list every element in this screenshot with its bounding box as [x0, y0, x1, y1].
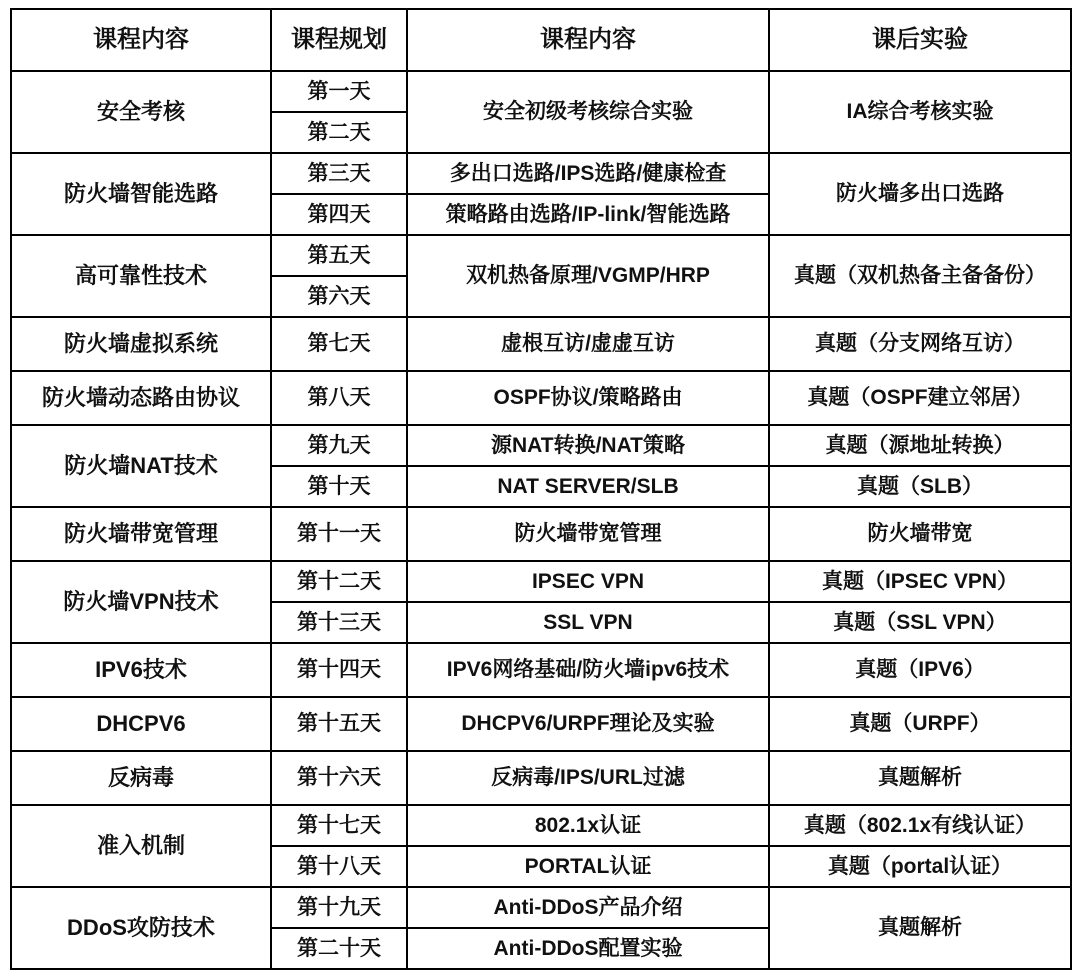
cell-course-day: 第十一天	[271, 507, 407, 561]
cell-course-day: 第十五天	[271, 697, 407, 751]
cell-course-day: 第八天	[271, 371, 407, 425]
table-row	[11, 153, 1071, 194]
table-row	[11, 805, 1071, 846]
table-row	[11, 751, 1071, 805]
cell-course-topic: 防火墙虚拟系统	[11, 317, 271, 371]
cell-course-day: 第七天	[271, 317, 407, 371]
cell-course-lab: 真题（IPV6）	[769, 643, 1071, 697]
table-row	[11, 317, 1071, 371]
cell-course-content: Anti-DDoS配置实验	[407, 928, 769, 969]
cell-course-content: OSPF协议/策略路由	[407, 371, 769, 425]
cell-course-topic: 防火墙NAT技术	[11, 425, 271, 507]
cell-course-content: 虚根互访/虚虚互访	[407, 317, 769, 371]
cell-course-topic: 高可靠性技术	[11, 235, 271, 317]
cell-course-lab: 防火墙带宽	[769, 507, 1071, 561]
cell-course-day: 第九天	[271, 425, 407, 466]
cell-course-content: 策略路由选路/IP-link/智能选路	[407, 194, 769, 235]
cell-course-day: 第三天	[271, 153, 407, 194]
cell-course-day: 第十二天	[271, 561, 407, 602]
cell-course-day: 第六天	[271, 276, 407, 317]
cell-course-lab: 真题（OSPF建立邻居）	[769, 371, 1071, 425]
course-schedule-table	[10, 8, 1072, 970]
cell-course-lab: 真题（portal认证）	[769, 846, 1071, 887]
cell-course-day: 第十八天	[271, 846, 407, 887]
cell-course-day: 第十四天	[271, 643, 407, 697]
cell-course-topic: 安全考核	[11, 71, 271, 153]
cell-course-topic: DDoS攻防技术	[11, 887, 271, 969]
table-row	[11, 235, 1071, 276]
cell-course-topic: 准入机制	[11, 805, 271, 887]
cell-course-day: 第十三天	[271, 602, 407, 643]
cell-course-day: 第二天	[271, 112, 407, 153]
cell-course-lab: 真题（SSL VPN）	[769, 602, 1071, 643]
table-row	[11, 697, 1071, 751]
cell-course-lab: 真题（双机热备主备备份）	[769, 235, 1071, 317]
cell-course-topic: 防火墙智能选路	[11, 153, 271, 235]
header-course-topic: 课程内容	[11, 9, 271, 71]
cell-course-lab: 真题（SLB）	[769, 466, 1071, 507]
table-row	[11, 425, 1071, 466]
cell-course-lab: 真题（URPF）	[769, 697, 1071, 751]
header-course-content: 课程内容	[407, 9, 769, 71]
cell-course-content: Anti-DDoS产品介绍	[407, 887, 769, 928]
cell-course-content: 源NAT转换/NAT策略	[407, 425, 769, 466]
table-row	[11, 371, 1071, 425]
cell-course-lab: 真题（源地址转换）	[769, 425, 1071, 466]
cell-course-content: IPV6网络基础/防火墙ipv6技术	[407, 643, 769, 697]
table-row	[11, 561, 1071, 602]
cell-course-day: 第十天	[271, 466, 407, 507]
cell-course-lab: 真题（IPSEC VPN）	[769, 561, 1071, 602]
cell-course-content: DHCPV6/URPF理论及实验	[407, 697, 769, 751]
cell-course-topic: 防火墙VPN技术	[11, 561, 271, 643]
table-body	[11, 71, 1071, 969]
cell-course-content: NAT SERVER/SLB	[407, 466, 769, 507]
table-header-row	[11, 9, 1071, 71]
cell-course-day: 第一天	[271, 71, 407, 112]
table-row	[11, 71, 1071, 112]
cell-course-topic: DHCPV6	[11, 697, 271, 751]
cell-course-content: 802.1x认证	[407, 805, 769, 846]
cell-course-lab: 真题解析	[769, 887, 1071, 969]
header-course-lab: 课后实验	[769, 9, 1071, 71]
cell-course-lab: IA综合考核实验	[769, 71, 1071, 153]
cell-course-day: 第十七天	[271, 805, 407, 846]
cell-course-content: 双机热备原理/VGMP/HRP	[407, 235, 769, 317]
cell-course-content: IPSEC VPN	[407, 561, 769, 602]
cell-course-content: 多出口选路/IPS选路/健康检查	[407, 153, 769, 194]
cell-course-topic: 反病毒	[11, 751, 271, 805]
header-course-plan: 课程规划	[271, 9, 407, 71]
cell-course-content: 安全初级考核综合实验	[407, 71, 769, 153]
cell-course-lab: 真题（分支网络互访）	[769, 317, 1071, 371]
cell-course-lab: 防火墙多出口选路	[769, 153, 1071, 235]
cell-course-day: 第十九天	[271, 887, 407, 928]
table-row	[11, 643, 1071, 697]
cell-course-day: 第二十天	[271, 928, 407, 969]
table-row	[11, 507, 1071, 561]
cell-course-content: 反病毒/IPS/URL过滤	[407, 751, 769, 805]
cell-course-day: 第五天	[271, 235, 407, 276]
cell-course-topic: 防火墙带宽管理	[11, 507, 271, 561]
cell-course-content: PORTAL认证	[407, 846, 769, 887]
cell-course-content: 防火墙带宽管理	[407, 507, 769, 561]
cell-course-lab: 真题（802.1x有线认证）	[769, 805, 1071, 846]
cell-course-topic: IPV6技术	[11, 643, 271, 697]
cell-course-day: 第十六天	[271, 751, 407, 805]
cell-course-topic: 防火墙动态路由协议	[11, 371, 271, 425]
table-row	[11, 887, 1071, 928]
cell-course-lab: 真题解析	[769, 751, 1071, 805]
table-header	[11, 9, 1071, 71]
cell-course-day: 第四天	[271, 194, 407, 235]
cell-course-content: SSL VPN	[407, 602, 769, 643]
